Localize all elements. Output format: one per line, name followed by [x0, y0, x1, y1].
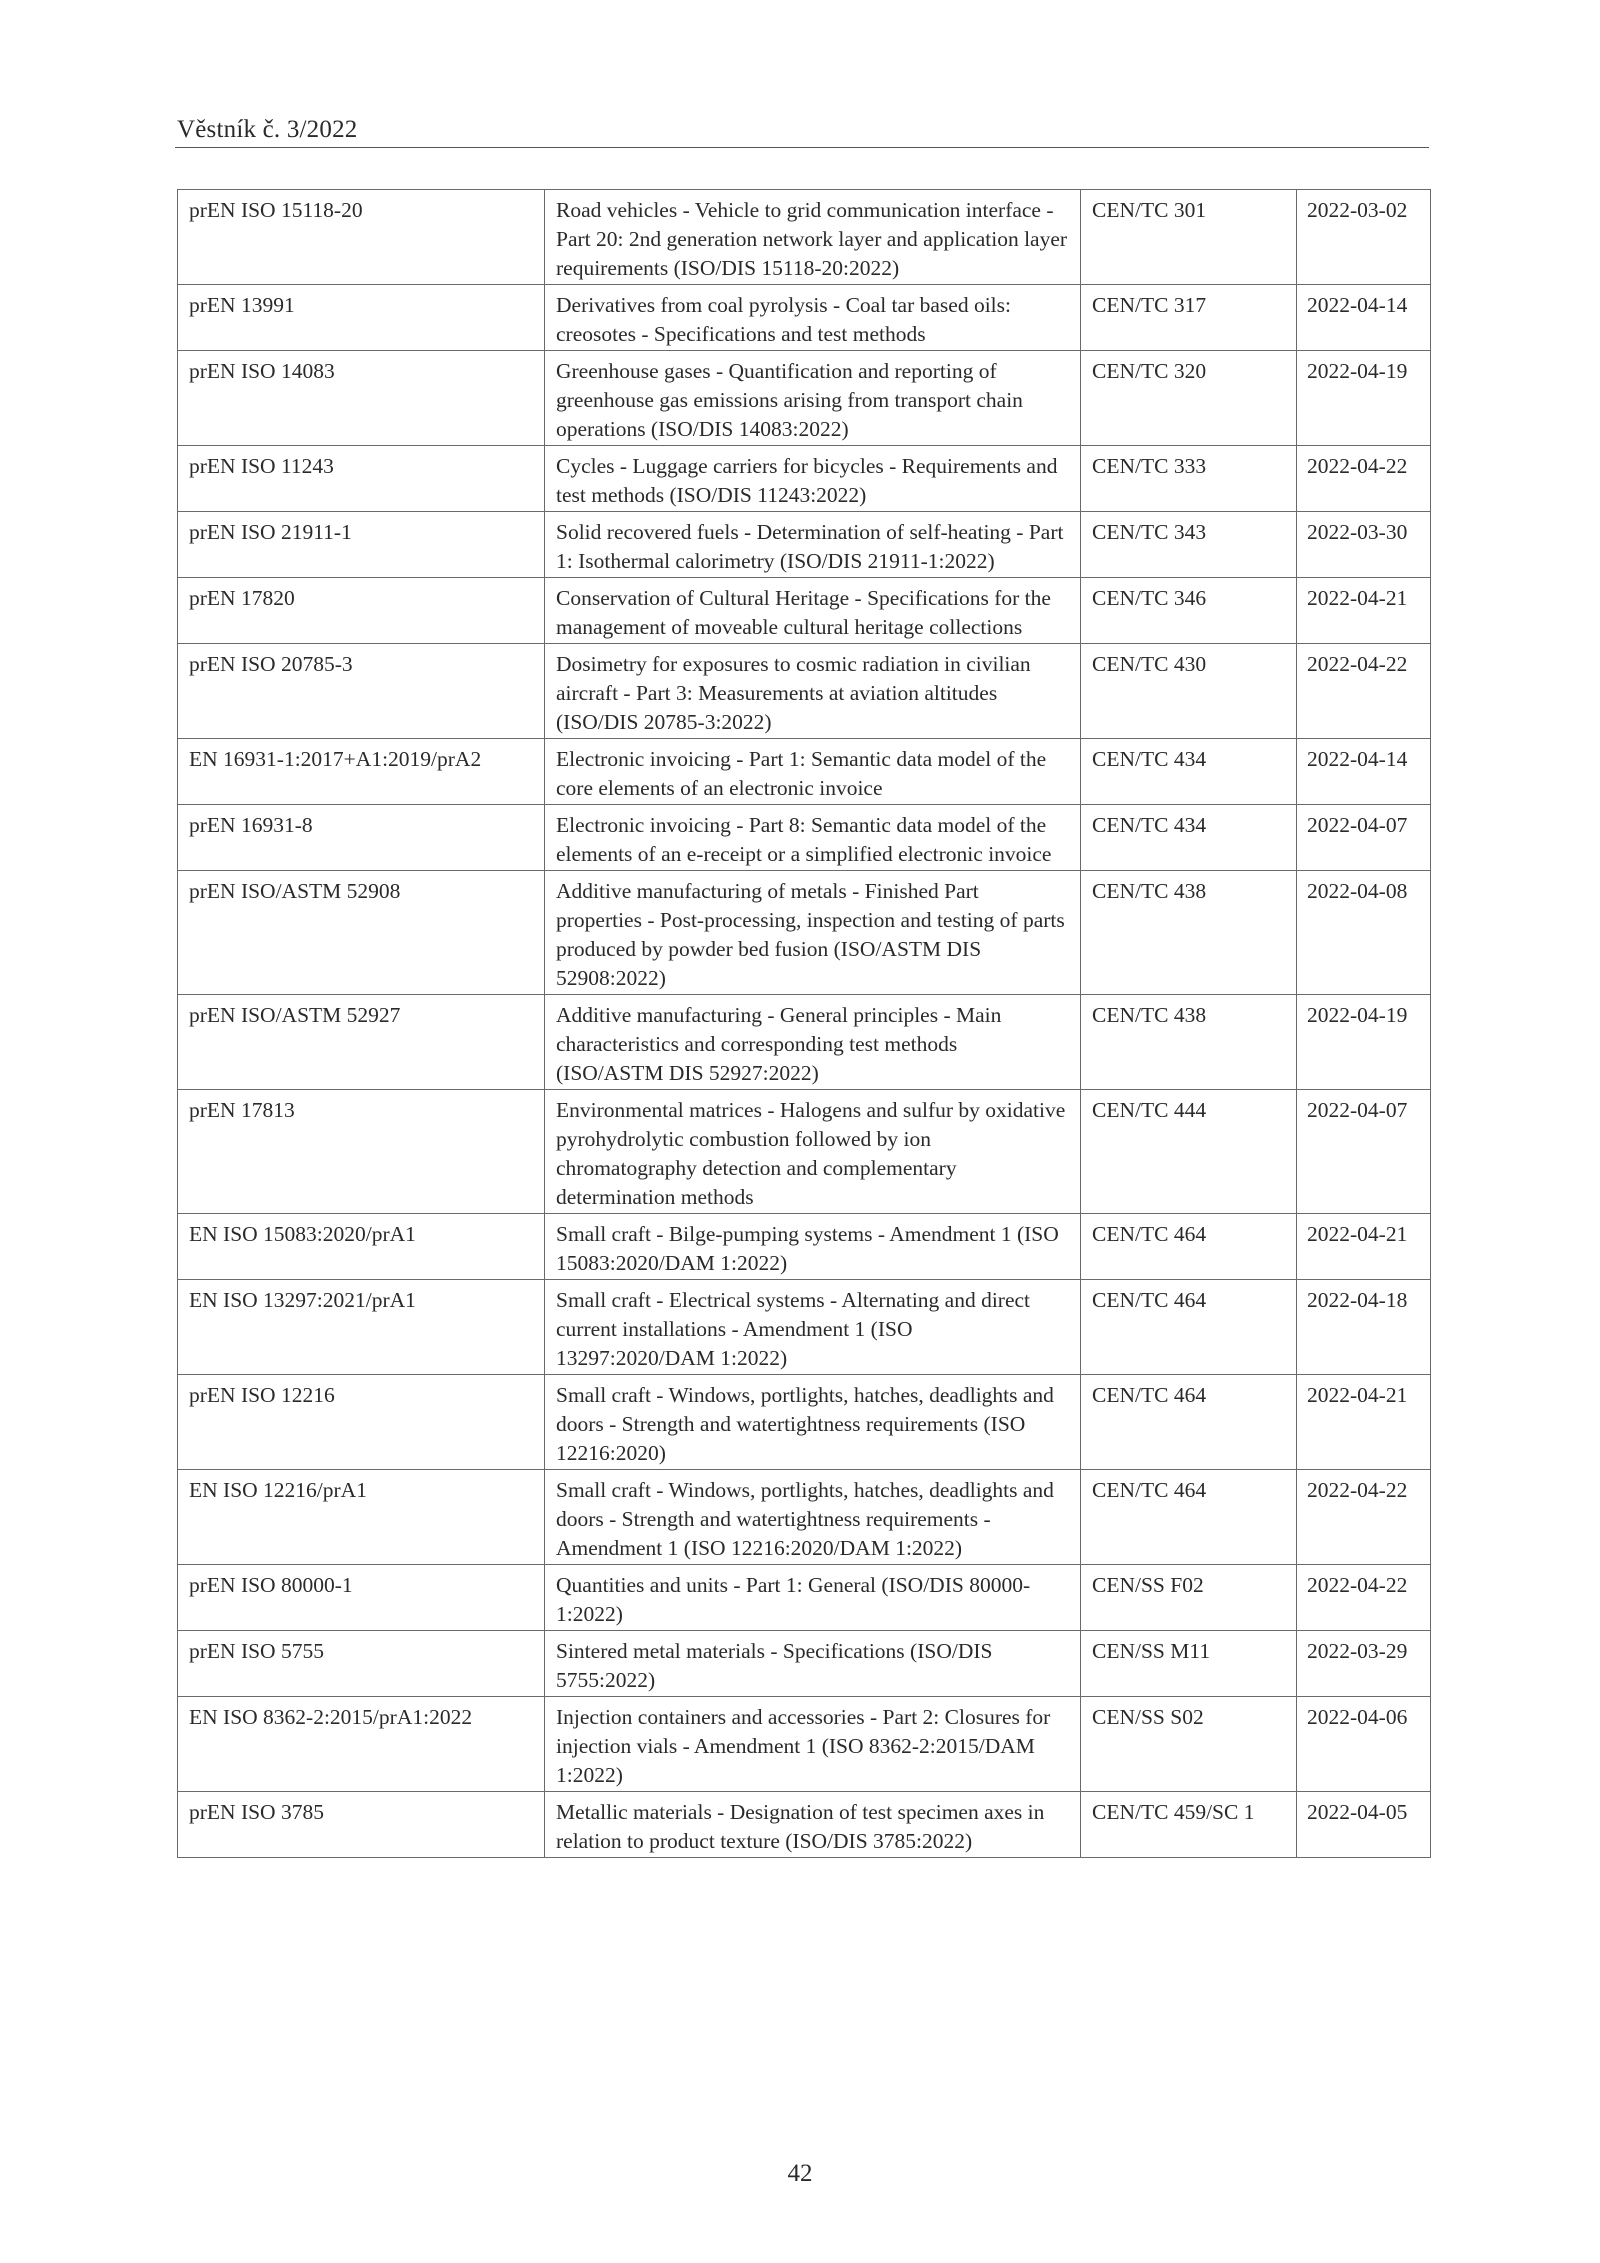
- committee-cell: CEN/TC 430: [1081, 644, 1297, 739]
- table-row: [178, 578, 1431, 644]
- standard-title-cell: Dosimetry for exposures to cosmic radiation in civilian aircraft - Part 3: Measurements at aviation altitudes (ISO/DIS 20785-3:2022): [545, 644, 1081, 739]
- standard-code-cell: prEN ISO 14083: [178, 351, 545, 446]
- deadline-date-cell: 2022-03-02: [1297, 190, 1431, 285]
- standard-code-cell: prEN ISO/ASTM 52927: [178, 995, 545, 1090]
- deadline-date-cell: 2022-04-19: [1297, 351, 1431, 446]
- deadline-date-cell: 2022-04-08: [1297, 871, 1431, 995]
- deadline-date-cell: 2022-04-21: [1297, 1214, 1431, 1280]
- deadline-date-cell: 2022-04-14: [1297, 285, 1431, 351]
- standard-title-cell: Additive manufacturing - General principles - Main characteristics and corresponding test methods (ISO/ASTM DIS 52927:2022): [545, 995, 1081, 1090]
- deadline-date-cell: 2022-04-07: [1297, 1090, 1431, 1214]
- deadline-date-cell: 2022-04-22: [1297, 446, 1431, 512]
- standards-table-body: [178, 190, 1431, 1858]
- bulletin-title: Věstník č. 3/2022: [177, 116, 358, 143]
- standard-title-cell: Electronic invoicing - Part 8: Semantic data model of the elements of an e-receipt or a simplified electronic invoice: [545, 805, 1081, 871]
- deadline-date-cell: 2022-04-21: [1297, 1375, 1431, 1470]
- deadline-date-cell: 2022-03-29: [1297, 1631, 1431, 1697]
- table-row: [178, 446, 1431, 512]
- table-row: [178, 739, 1431, 805]
- deadline-date-cell: 2022-04-14: [1297, 739, 1431, 805]
- standard-title-cell: Small craft - Windows, portlights, hatches, deadlights and doors - Strength and watertightness requirements - Amendment 1 (ISO 12216:2020/DAM 1:2022): [545, 1470, 1081, 1565]
- table-row: [178, 644, 1431, 739]
- committee-cell: CEN/TC 317: [1081, 285, 1297, 351]
- standard-title-cell: Electronic invoicing - Part 1: Semantic data model of the core elements of an electronic invoice: [545, 739, 1081, 805]
- standard-title-cell: Small craft - Bilge-pumping systems - Amendment 1 (ISO 15083:2020/DAM 1:2022): [545, 1214, 1081, 1280]
- table-row: [178, 1697, 1431, 1792]
- table-row: [178, 995, 1431, 1090]
- standard-code-cell: prEN ISO 11243: [178, 446, 545, 512]
- committee-cell: CEN/TC 459/SC 1: [1081, 1792, 1297, 1858]
- deadline-date-cell: 2022-03-30: [1297, 512, 1431, 578]
- standard-code-cell: prEN ISO 3785: [178, 1792, 545, 1858]
- committee-cell: CEN/SS M11: [1081, 1631, 1297, 1697]
- deadline-date-cell: 2022-04-06: [1297, 1697, 1431, 1792]
- committee-cell: CEN/SS F02: [1081, 1565, 1297, 1631]
- deadline-date-cell: 2022-04-18: [1297, 1280, 1431, 1375]
- standard-title-cell: Sintered metal materials - Specifications (ISO/DIS 5755:2022): [545, 1631, 1081, 1697]
- standard-code-cell: EN ISO 12216/prA1: [178, 1470, 545, 1565]
- committee-cell: CEN/TC 320: [1081, 351, 1297, 446]
- committee-cell: CEN/TC 438: [1081, 995, 1297, 1090]
- table-row: [178, 1214, 1431, 1280]
- table-row: [178, 871, 1431, 995]
- standard-title-cell: Metallic materials - Designation of test specimen axes in relation to product texture (ISO/DIS 3785:2022): [545, 1792, 1081, 1858]
- page-number: 42: [787, 2160, 813, 2187]
- standard-code-cell: prEN 17820: [178, 578, 545, 644]
- table-row: [178, 1090, 1431, 1214]
- table-row: [178, 1375, 1431, 1470]
- committee-cell: CEN/TC 333: [1081, 446, 1297, 512]
- standard-code-cell: prEN ISO 21911-1: [178, 512, 545, 578]
- standard-code-cell: prEN ISO 5755: [178, 1631, 545, 1697]
- standard-title-cell: Derivatives from coal pyrolysis - Coal tar based oils: creosotes - Specifications and test methods: [545, 285, 1081, 351]
- table-row: [178, 190, 1431, 285]
- table-row: [178, 285, 1431, 351]
- committee-cell: CEN/TC 301: [1081, 190, 1297, 285]
- standard-code-cell: prEN 13991: [178, 285, 545, 351]
- standard-code-cell: EN 16931-1:2017+A1:2019/prA2: [178, 739, 545, 805]
- page-header: [175, 110, 1429, 148]
- committee-cell: CEN/TC 434: [1081, 805, 1297, 871]
- standard-code-cell: prEN ISO/ASTM 52908: [178, 871, 545, 995]
- committee-cell: CEN/TC 438: [1081, 871, 1297, 995]
- committee-cell: CEN/TC 343: [1081, 512, 1297, 578]
- committee-cell: CEN/TC 434: [1081, 739, 1297, 805]
- standard-title-cell: Solid recovered fuels - Determination of self-heating - Part 1: Isothermal calorimetry (ISO/DIS 21911-1:2022): [545, 512, 1081, 578]
- committee-cell: CEN/TC 464: [1081, 1214, 1297, 1280]
- table-row: [178, 1565, 1431, 1631]
- table-row: [178, 512, 1431, 578]
- committee-cell: CEN/TC 464: [1081, 1470, 1297, 1565]
- standard-title-cell: Greenhouse gases - Quantification and reporting of greenhouse gas emissions arising from transport chain operations (ISO/DIS 14083:2022): [545, 351, 1081, 446]
- standard-code-cell: prEN ISO 15118-20: [178, 190, 545, 285]
- deadline-date-cell: 2022-04-05: [1297, 1792, 1431, 1858]
- standard-code-cell: EN ISO 13297:2021/prA1: [178, 1280, 545, 1375]
- committee-cell: CEN/TC 464: [1081, 1375, 1297, 1470]
- standard-code-cell: prEN ISO 12216: [178, 1375, 545, 1470]
- deadline-date-cell: 2022-04-22: [1297, 644, 1431, 739]
- standard-code-cell: EN ISO 8362-2:2015/prA1:2022: [178, 1697, 545, 1792]
- standard-code-cell: EN ISO 15083:2020/prA1: [178, 1214, 545, 1280]
- table-row: [178, 351, 1431, 446]
- table-row: [178, 1470, 1431, 1565]
- standard-title-cell: Cycles - Luggage carriers for bicycles - Requirements and test methods (ISO/DIS 11243:2022): [545, 446, 1081, 512]
- standard-code-cell: prEN 17813: [178, 1090, 545, 1214]
- table-row: [178, 1792, 1431, 1858]
- standard-title-cell: Small craft - Windows, portlights, hatches, deadlights and doors - Strength and watertightness requirements (ISO 12216:2020): [545, 1375, 1081, 1470]
- deadline-date-cell: 2022-04-21: [1297, 578, 1431, 644]
- standard-title-cell: Road vehicles - Vehicle to grid communication interface - Part 20: 2nd generation network layer and application layer requirements (ISO/DIS 15118-20:2022): [545, 190, 1081, 285]
- committee-cell: CEN/TC 444: [1081, 1090, 1297, 1214]
- deadline-date-cell: 2022-04-19: [1297, 995, 1431, 1090]
- standard-title-cell: Conservation of Cultural Heritage - Specifications for the management of moveable cultural heritage collections: [545, 578, 1081, 644]
- table-row: [178, 805, 1431, 871]
- standards-table: [177, 189, 1431, 1858]
- deadline-date-cell: 2022-04-22: [1297, 1565, 1431, 1631]
- standard-code-cell: prEN ISO 80000-1: [178, 1565, 545, 1631]
- committee-cell: CEN/TC 464: [1081, 1280, 1297, 1375]
- standard-code-cell: prEN 16931-8: [178, 805, 545, 871]
- standard-code-cell: prEN ISO 20785-3: [178, 644, 545, 739]
- deadline-date-cell: 2022-04-07: [1297, 805, 1431, 871]
- standard-title-cell: Small craft - Electrical systems - Alternating and direct current installations - Amendment 1 (ISO 13297:2020/DAM 1:2022): [545, 1280, 1081, 1375]
- committee-cell: CEN/SS S02: [1081, 1697, 1297, 1792]
- committee-cell: CEN/TC 346: [1081, 578, 1297, 644]
- table-row: [178, 1280, 1431, 1375]
- standard-title-cell: Injection containers and accessories - Part 2: Closures for injection vials - Amendment 1 (ISO 8362-2:2015/DAM 1:2022): [545, 1697, 1081, 1792]
- standard-title-cell: Quantities and units - Part 1: General (ISO/DIS 80000-1:2022): [545, 1565, 1081, 1631]
- standard-title-cell: Environmental matrices - Halogens and sulfur by oxidative pyrohydrolytic combustion followed by ion chromatography detection and complementary determination methods: [545, 1090, 1081, 1214]
- table-row: [178, 1631, 1431, 1697]
- deadline-date-cell: 2022-04-22: [1297, 1470, 1431, 1565]
- standard-title-cell: Additive manufacturing of metals - Finished Part properties - Post-processing, inspection and testing of parts produced by powder bed fusion (ISO/ASTM DIS 52908:2022): [545, 871, 1081, 995]
